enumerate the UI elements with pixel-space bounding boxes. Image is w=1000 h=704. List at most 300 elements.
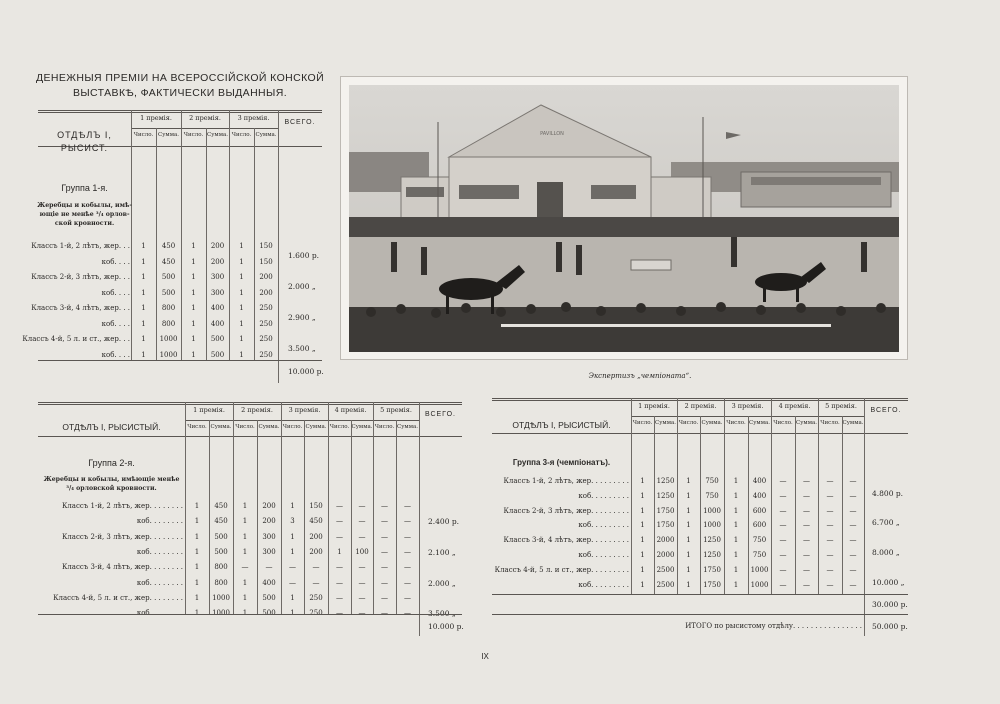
- row-label: Классъ 2-й, 3 лѣтъ, жер. . . . . . . . .: [503, 506, 629, 515]
- table-cell: 1: [242, 532, 248, 541]
- row-label: Классъ 1-й, 2 лѣтъ, жер. . . . . . . .: [61, 502, 183, 510]
- table-cell: 1: [239, 257, 244, 266]
- table-cell: 250: [259, 304, 273, 312]
- table-cell: —: [289, 578, 296, 587]
- table-cell: 1: [239, 319, 244, 328]
- table-cell: 1: [239, 273, 244, 281]
- table-cell: —: [358, 578, 366, 587]
- table-cell: 1: [640, 551, 645, 559]
- table-cell: —: [803, 536, 810, 545]
- table-cell: 1: [337, 547, 342, 556]
- table-cell: 1: [242, 578, 248, 587]
- class-total: 3.500 „: [288, 343, 316, 353]
- table-cell: 450: [309, 517, 323, 526]
- premium-header-4: 4 премія.: [334, 406, 367, 414]
- table-cell: —: [826, 565, 834, 574]
- table-cell: —: [849, 565, 857, 574]
- count-header: Число.: [632, 420, 653, 426]
- table-cell: 500: [214, 547, 228, 556]
- table-cell: 1: [242, 517, 248, 526]
- sum-header: Сумма.: [210, 424, 232, 430]
- table-cell: 1: [640, 521, 645, 530]
- table-cell: —: [826, 580, 834, 589]
- table-cell: 1000: [750, 580, 769, 589]
- group-description-2: ³/₄ орловской кровности.: [66, 485, 157, 492]
- table-cell: 1250: [656, 477, 675, 485]
- sum-header: Сумма.: [748, 420, 771, 426]
- header-divider: [185, 420, 419, 421]
- table-cell: 1: [733, 565, 739, 574]
- table-cell: —: [826, 477, 834, 485]
- table-cell: 1: [733, 551, 739, 559]
- pavilion-sign: PAVILLON: [540, 131, 564, 137]
- table-cell: 1: [733, 521, 739, 530]
- class-total: 2.000 „: [428, 578, 456, 588]
- table-cell: 1: [686, 521, 691, 530]
- row-label: Классъ 3-й, 4 лѣтъ, жер. . .: [31, 304, 130, 312]
- count-header: Число.: [133, 132, 154, 138]
- group-description-3: ской кровности.: [54, 220, 115, 227]
- table-cell: 600: [752, 521, 767, 530]
- table-cell: —: [404, 578, 411, 587]
- group-title: Группа 1-я.: [61, 183, 108, 193]
- table-cell: —: [336, 593, 343, 602]
- table-cell: —: [803, 477, 810, 485]
- table-cell: 1750: [656, 506, 675, 515]
- total-header: ВСЕГО.: [870, 407, 902, 414]
- table-cell: —: [779, 536, 787, 545]
- table-cell: 2000: [656, 536, 675, 545]
- row-label: Классъ 1-й, 2 лѣтъ, жер. . .: [31, 242, 130, 250]
- table-cell: —: [826, 536, 834, 545]
- group-description-1: Жеребцы и кобылы, имѣ-: [37, 202, 132, 209]
- table-cell: 1: [733, 580, 739, 589]
- table-top-rule-2: [38, 112, 322, 113]
- table-cell: 800: [161, 304, 176, 312]
- table-cell: 1: [239, 350, 244, 359]
- sum-header: Сумма.: [842, 420, 864, 426]
- table-cell: 3: [290, 517, 295, 526]
- table-cell: 1: [191, 288, 196, 297]
- table-cell: 150: [259, 257, 273, 266]
- header-divider: [131, 128, 278, 129]
- table-cell: 300: [262, 532, 276, 541]
- department-title: ОТДѢЛЪ I, РЫСИСТЫЙ.: [62, 422, 161, 432]
- count-header: Число.: [678, 420, 699, 426]
- table-cell: 1: [686, 536, 691, 545]
- table-cell: 1750: [703, 565, 721, 574]
- row-label: коб. . . . . . . .: [136, 547, 183, 556]
- table-cell: 200: [262, 517, 276, 526]
- table-cell: 1: [141, 304, 146, 312]
- table-top-rule-2: [38, 404, 462, 405]
- row-label: Классъ 1-й, 2 лѣтъ, жер. . . . . . . . .: [503, 477, 629, 485]
- department-subtitle: РЫСИСТ.: [60, 143, 109, 153]
- table-cell: —: [849, 506, 857, 515]
- count-header: Число.: [183, 132, 204, 138]
- premium-header-3: 3 премія.: [288, 406, 321, 414]
- row-label: коб. . . .: [101, 288, 130, 297]
- group-description-2: ющіе не менѣе ³/₄ орлов-: [39, 211, 130, 218]
- group-title: Группа 2-я.: [88, 458, 135, 468]
- table-cell: —: [803, 551, 810, 559]
- table-cell: 200: [210, 257, 225, 266]
- table-cell: 1250: [703, 551, 721, 559]
- class-total: 2.000 „: [288, 281, 316, 291]
- table-cell: 1: [141, 350, 146, 359]
- table-cell: 500: [262, 593, 276, 602]
- table-cell: 400: [752, 477, 767, 485]
- table-cell: 1: [733, 491, 739, 500]
- table-cell: —: [404, 532, 411, 541]
- table-cell: —: [358, 532, 366, 541]
- table-cell: —: [849, 491, 857, 500]
- table-cell: 1: [194, 502, 200, 510]
- table-cell: 1: [191, 319, 196, 328]
- table-cell: 500: [161, 273, 176, 281]
- premium-header-3: 3 премія.: [731, 402, 764, 410]
- table-cell: 500: [214, 532, 228, 541]
- table-top-rule-2: [492, 400, 908, 401]
- table-cell: —: [849, 477, 857, 485]
- class-total: 1.600 р.: [288, 250, 320, 260]
- table-cell: 1: [640, 491, 645, 500]
- table-cell: 400: [210, 304, 225, 312]
- row-label: Классъ 4-й, 5 л. и ст., жер. . . . . . . .: [53, 593, 183, 602]
- page-title-line-1: ДЕНЕЖНЫЯ ПРЕМІИ НА ВСЕРОССІЙСКОЙ КОНСКОЙ: [35, 72, 325, 84]
- table-cell: —: [358, 502, 366, 510]
- table-cell: 1: [194, 593, 200, 602]
- table-cell: —: [826, 551, 834, 559]
- row-label: Классъ 2-й, 3 лѣтъ, жер. . . . . . . .: [61, 532, 183, 541]
- table-cell: 1: [733, 536, 739, 545]
- table-cell: 250: [259, 350, 273, 359]
- table-cell: 300: [210, 273, 225, 281]
- table-cell: 1: [686, 491, 691, 500]
- table-cell: 400: [210, 319, 225, 328]
- table-cell: —: [404, 517, 411, 526]
- sum-header: Сумма.: [654, 420, 677, 426]
- row-label: коб. . . . . . . .: [136, 578, 183, 587]
- table-cell: —: [404, 563, 411, 572]
- sum-header: Сумма.: [396, 424, 419, 430]
- department-title: ОТДѢЛЪ I,: [57, 130, 112, 140]
- table-cell: —: [336, 578, 343, 587]
- table-cell: 1000: [750, 565, 769, 574]
- table-cell: —: [849, 580, 857, 589]
- table-cell: 450: [214, 517, 228, 526]
- page-number: IX: [481, 652, 489, 661]
- premium-header-5: 5 премія.: [825, 402, 857, 410]
- table-cell: 2500: [656, 580, 675, 589]
- table-cell: 800: [214, 563, 228, 572]
- class-total: 2.100 „: [428, 547, 456, 557]
- table-cell: —: [312, 578, 320, 587]
- table-cell: 1: [141, 319, 146, 328]
- total-header: ВСЕГО.: [284, 119, 316, 126]
- table-cell: 600: [752, 506, 767, 515]
- table-cell: —: [803, 506, 810, 515]
- grand-total-rule: [419, 614, 462, 615]
- table-cell: —: [358, 593, 366, 602]
- table-cell: —: [265, 563, 273, 572]
- table-cell: 1: [640, 580, 645, 589]
- table-cell: 1: [141, 335, 146, 343]
- table-cell: 450: [214, 502, 228, 510]
- row-label: коб. . . .: [101, 257, 130, 266]
- table-cell: 400: [262, 578, 276, 587]
- table-cell: 750: [752, 536, 767, 545]
- table-cell: —: [779, 477, 787, 485]
- table-cell: 1: [686, 477, 691, 485]
- table-cell: 2000: [656, 551, 675, 559]
- row-label: коб. . . . . . . .: [136, 517, 183, 526]
- premium-header-2: 2 премія.: [241, 406, 273, 414]
- class-total: 2.900 „: [288, 312, 316, 322]
- table-cell: —: [358, 563, 366, 572]
- table-cell: 300: [262, 547, 276, 556]
- table-cell: 250: [259, 319, 273, 328]
- table-cell: —: [803, 580, 810, 589]
- table-cell: 1: [733, 506, 739, 515]
- table-cell: 500: [161, 288, 176, 297]
- table-cell: —: [826, 521, 834, 530]
- premium-header-2: 2 премія.: [684, 402, 717, 410]
- count-header: Число.: [773, 420, 793, 426]
- table-cell: —: [779, 491, 787, 500]
- table-cell: 1: [191, 273, 196, 281]
- row-label: Классъ 4-й, 5 л. и ст., жер. . . . . . . . .: [494, 565, 629, 574]
- count-header: Число.: [282, 424, 303, 430]
- table-cell: 500: [210, 335, 225, 343]
- table-cell: —: [404, 502, 411, 510]
- table-cell: —: [336, 502, 343, 510]
- row-label: коб. . . . . . . . .: [578, 580, 629, 589]
- total-header: ВСЕГО.: [425, 411, 456, 418]
- sum-header: Сумма.: [255, 132, 277, 138]
- class-total: 8.000 „: [872, 548, 900, 557]
- table-cell: 1000: [212, 593, 230, 602]
- table-cell: 1: [141, 273, 146, 281]
- table-cell: 150: [259, 242, 273, 250]
- row-label: коб. . . . . . . . .: [578, 551, 629, 559]
- table-cell: 1: [242, 593, 248, 602]
- count-header: Число.: [820, 420, 840, 426]
- table-cell: 200: [259, 273, 273, 281]
- table-cell: 200: [210, 242, 225, 250]
- table-cell: 1: [640, 536, 645, 545]
- table-cell: 1000: [159, 335, 178, 343]
- table-cell: —: [779, 580, 787, 589]
- premium-header-3: 3 премія.: [237, 114, 270, 122]
- row-label: Классъ 2-й, 3 лѣтъ, жер. . .: [31, 273, 130, 281]
- table-cell: —: [336, 517, 343, 526]
- table-cell: 2500: [656, 565, 675, 574]
- table-cell: 400: [752, 491, 767, 500]
- table-cell: 800: [214, 578, 228, 587]
- table-cell: 200: [259, 288, 273, 297]
- table-cell: 1: [733, 477, 739, 485]
- table-cell: 750: [705, 477, 719, 485]
- table-cell: 1: [141, 288, 146, 297]
- table-cell: 1: [242, 502, 248, 510]
- table-cell: 1250: [703, 536, 721, 545]
- table-cell: —: [381, 563, 388, 572]
- table-cell: —: [849, 521, 857, 530]
- table-cell: 1: [239, 304, 244, 312]
- table-cell: 1: [194, 547, 200, 556]
- premium-header-1: 1 премія.: [140, 114, 172, 122]
- photo-caption: Экспертизъ „чемпіоната“.: [588, 372, 692, 380]
- table-cell: —: [849, 536, 857, 545]
- photo-frame: [340, 76, 908, 360]
- table-cell: —: [312, 563, 320, 572]
- table-cell: —: [779, 551, 787, 559]
- table-cell: 450: [161, 242, 176, 250]
- sum-header: Сумма.: [305, 424, 327, 430]
- count-header: Число.: [329, 424, 350, 430]
- table-cell: —: [336, 532, 343, 541]
- grand-total: 10.000 р.: [428, 622, 464, 631]
- table-cell: —: [381, 578, 388, 587]
- table-cell: 1: [191, 257, 196, 266]
- row-label: Классъ 3-й, 4 лѣтъ, жер. . . . . . . .: [61, 563, 183, 572]
- table-cell: 1000: [159, 350, 178, 359]
- table-cell: —: [404, 593, 411, 602]
- table-cell: 1: [640, 477, 645, 485]
- department-title: ОТДѢЛЪ I, РЫСИСТЫЙ.: [512, 420, 611, 430]
- sum-header: Сумма.: [795, 420, 818, 426]
- table-cell: 450: [161, 257, 176, 266]
- count-header: Число.: [235, 424, 255, 430]
- sum-header: Сумма.: [258, 424, 280, 430]
- table-cell: —: [241, 563, 249, 572]
- table-cell: 1: [194, 532, 200, 541]
- table-cell: —: [803, 565, 810, 574]
- table-cell: —: [381, 593, 388, 602]
- premium-header-1: 1 премія.: [638, 402, 670, 410]
- table-cell: —: [404, 547, 411, 556]
- row-label: коб. . . .: [101, 350, 130, 359]
- table-cell: 1: [686, 580, 691, 589]
- premium-header-5: 5 премія.: [380, 406, 412, 414]
- itogo-label: ИТОГО по рысистому отдѣлу. . . . . . . . . . . . . . . .: [685, 622, 862, 630]
- table-cell: 1750: [703, 580, 721, 589]
- itogo-rule: [492, 614, 908, 615]
- table-cell: —: [381, 517, 388, 526]
- itogo-value: 50.000 р.: [872, 622, 908, 631]
- table-cell: 800: [161, 319, 176, 328]
- table-cell: 1750: [656, 521, 675, 530]
- table-cell: 1: [194, 517, 200, 526]
- table-cell: 1: [640, 506, 645, 515]
- table-cell: 200: [262, 502, 276, 510]
- table-cell: —: [779, 565, 787, 574]
- table-cell: 1: [686, 506, 691, 515]
- table-cell: 150: [309, 502, 323, 510]
- table-cell: 250: [259, 335, 273, 343]
- table-cell: 1: [191, 242, 196, 250]
- row-label: коб. . . . . . . . .: [578, 491, 629, 500]
- sum-header: Сумма.: [206, 132, 229, 138]
- table-cell: 1000: [703, 521, 721, 530]
- table-cell: —: [381, 532, 388, 541]
- sum-header: Сумма.: [701, 420, 723, 426]
- table-cell: —: [803, 521, 810, 530]
- count-header: Число.: [231, 132, 252, 138]
- table-cell: 1: [640, 565, 645, 574]
- row-label: коб. . . .: [101, 319, 130, 328]
- table-cell: 1: [141, 257, 146, 266]
- table-cell: —: [849, 551, 857, 559]
- table-cell: 1: [686, 551, 691, 559]
- premium-header-4: 4 премія.: [778, 402, 811, 410]
- table-cell: 1: [191, 350, 196, 359]
- group-description-1: Жеребцы и кобылы, имѣющіе менѣе: [43, 476, 180, 483]
- table-cell: —: [381, 502, 388, 510]
- table-cell: —: [779, 506, 787, 515]
- count-header: Число.: [374, 424, 395, 430]
- grand-total: 10.000 р.: [288, 367, 324, 376]
- table-cell: —: [358, 517, 366, 526]
- table-cell: 1: [290, 593, 295, 602]
- table-cell: 750: [705, 491, 719, 500]
- class-total: 2.400 р.: [428, 517, 460, 527]
- class-total: 6.700 „: [872, 518, 900, 528]
- row-label: коб. . . . . . . . .: [578, 521, 629, 530]
- total-column-rule: [278, 110, 279, 383]
- total-column-rule: [419, 402, 420, 636]
- table-cell: 250: [309, 593, 323, 602]
- table-cell: 1: [239, 335, 244, 343]
- table-cell: 1: [191, 304, 196, 312]
- premium-header-2: 2 премія.: [189, 114, 221, 122]
- table-cell: 1: [242, 547, 248, 556]
- table-cell: 750: [752, 551, 767, 559]
- grand-total-rule: [278, 360, 322, 361]
- sum-header: Сумма.: [157, 132, 180, 138]
- table-cell: 1: [290, 532, 295, 541]
- table-cell: 1: [290, 502, 295, 510]
- table-bottom-rule: [38, 614, 462, 615]
- grand-total-rule: [864, 594, 908, 595]
- table-cell: 1: [194, 578, 200, 587]
- premium-header-1: 1 премія.: [193, 406, 225, 414]
- table-cell: —: [289, 563, 296, 572]
- class-total: 4.800 р.: [872, 488, 904, 498]
- table-cell: 200: [309, 547, 323, 556]
- table-cell: —: [336, 563, 343, 572]
- table-cell: 500: [210, 350, 225, 359]
- table-cell: —: [381, 547, 388, 556]
- table-cell: —: [779, 521, 787, 530]
- table-cell: 1: [141, 242, 146, 250]
- row-label: Классъ 3-й, 4 лѣтъ, жер. . . . . . . . .: [503, 536, 629, 545]
- table-cell: 1: [191, 335, 196, 343]
- row-label: Классъ 4-й, 5 л. и ст., жер. . .: [22, 335, 130, 343]
- page-title-line-2: ВЫСТАВКѢ, ФАКТИЧЕСКИ ВЫДАННЫЯ.: [72, 87, 288, 99]
- table-cell: 1: [290, 547, 295, 556]
- table-cell: 1: [239, 242, 244, 250]
- count-header: Число.: [726, 420, 746, 426]
- table-cell: 1: [686, 565, 691, 574]
- sum-header: Сумма.: [351, 424, 373, 430]
- table-cell: —: [826, 506, 834, 515]
- table-bottom-rule: [492, 594, 908, 595]
- grand-total: 30.000 р.: [872, 600, 908, 609]
- group-title: Группа 3-я (чемпіонатъ).: [512, 458, 611, 467]
- table-cell: 1: [239, 288, 244, 297]
